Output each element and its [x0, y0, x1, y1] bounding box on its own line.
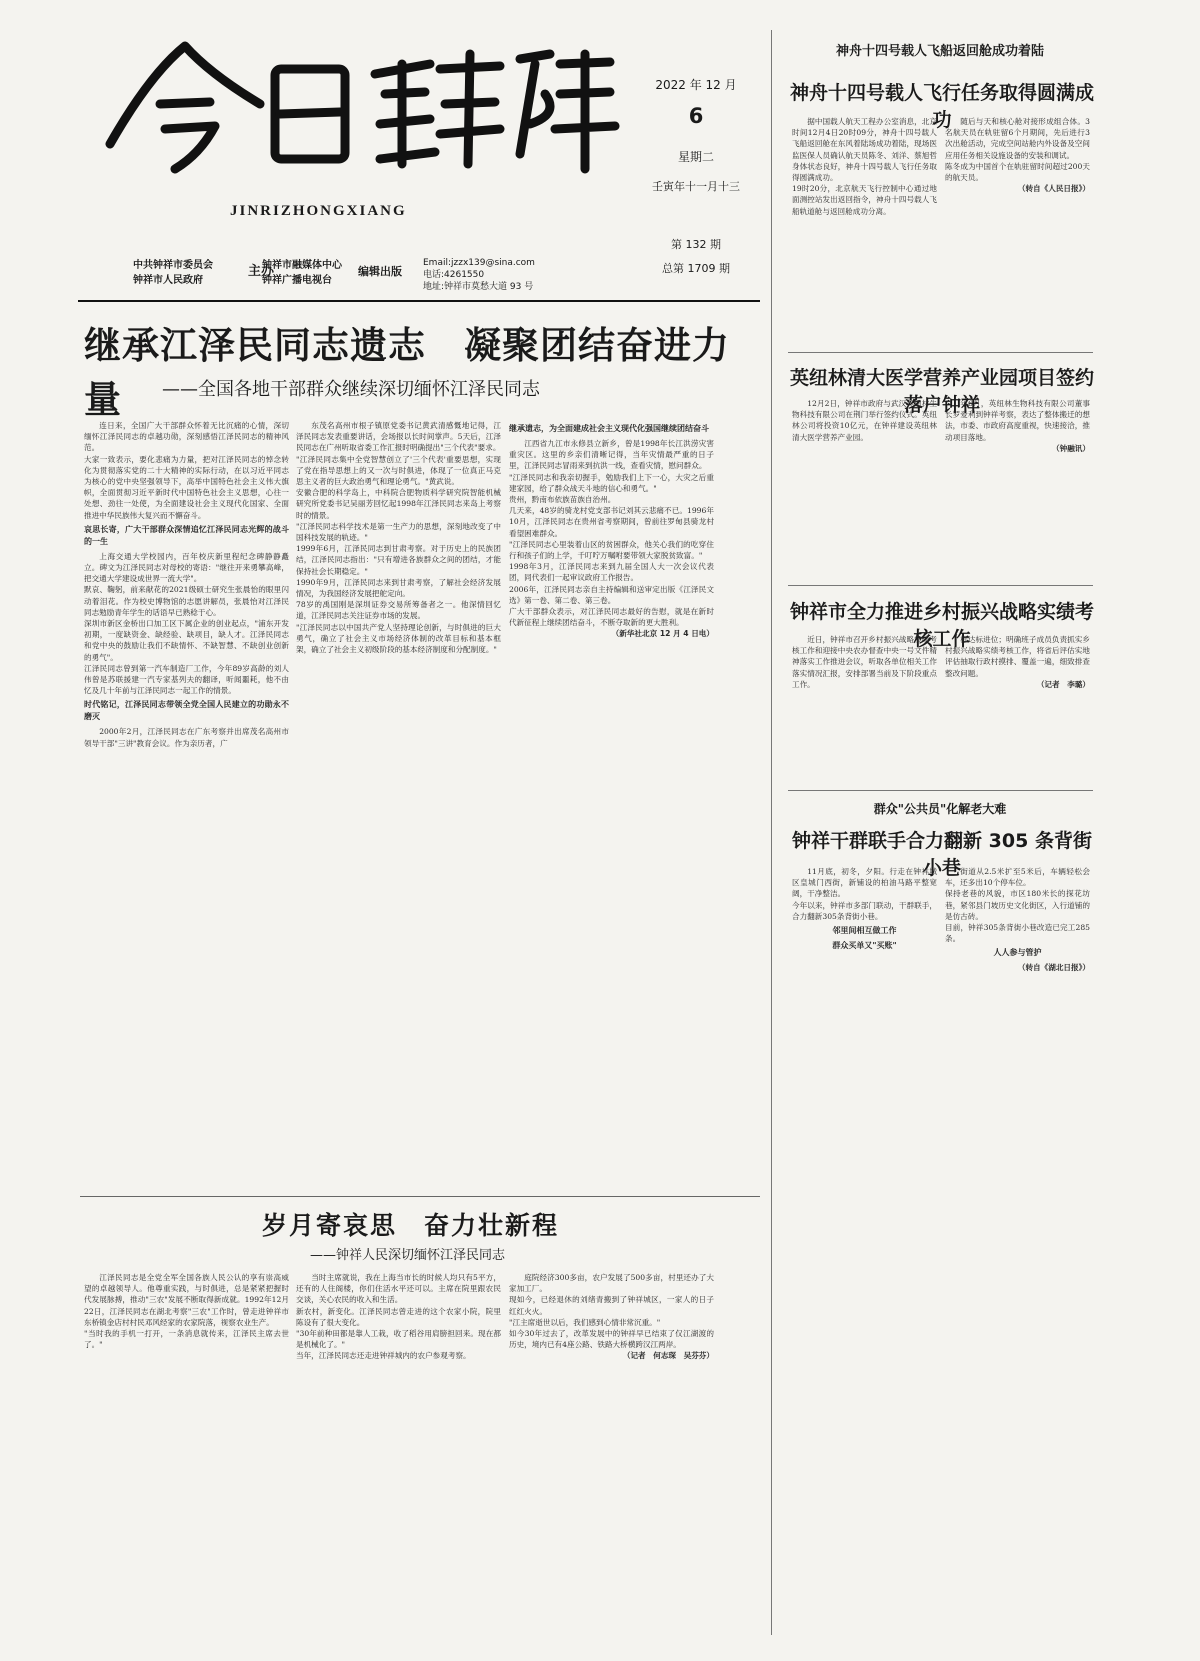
right-story2-col2 [945, 398, 1090, 578]
right-story1-col1 [792, 116, 937, 346]
right-kicker-1: 神舟十四号载人飞船返回舱成功着陆 [835, 44, 1044, 59]
contact-info: Email:jzzx139@sina.com 电话:4261550 地址:钟祥市莫愁大道 93 号 [423, 258, 535, 292]
right-body1: 据中国载人航天工程办公室消息，北京时间12月4日20时09分，神舟十四号载人飞船返回舱在东风着陆场成功着陆，现场医监医保人员确认航天员陈冬、刘洋、蔡旭哲身体状态良好，神舟十四号载人飞行任务取得圆满成功。 19时20分，北京航天飞行控制中心通过地面测控站发出返回指令，神舟十四号载人飞船轨道舱与返回舱成功分离。 [792, 117, 937, 216]
right-credit-4: （转自《湖北日报》） [1017, 963, 1090, 973]
issue-number: 第 132 期 [671, 238, 721, 251]
second-column-2 [296, 1272, 501, 1627]
right-body2: 12月2日，钟祥市政府与武汉英纽林生物科技有限公司在荆门举行签约仪式。英纽林公司将投资10亿元，在钟祥建设英纽林清大医学营养产业园。 [792, 399, 937, 442]
right-body2b: 年6月，英纽林生物科技有限公司董事长罗爱利到钟祥考察，表达了整体搬迁的想法，市委、市政府高度重视，快速接洽，推动项目落地。 [945, 399, 1090, 442]
right-story3-col2 [945, 634, 1090, 784]
second-column-3 [509, 1272, 714, 1627]
right-story1-col2 [945, 116, 1090, 346]
sponsor-a: 中共钟祥市委员会 钟祥市人民政府 [133, 260, 213, 286]
lead-column-2 [296, 420, 501, 1200]
sponsor-b: 钟祥市融媒体中心 钟祥广播电视台 [262, 260, 342, 286]
date-day: 6 [688, 104, 704, 128]
date-year-month: 2022 年 12 月 [655, 78, 737, 92]
second-column-1 [84, 1272, 289, 1627]
column-divider [771, 30, 772, 1635]
date-weekday: 星期二 [677, 150, 714, 164]
second-credit: （记者 何志琛 吴芬芬） [622, 1351, 714, 1361]
second-col1-text: 江泽民同志是全党全军全国各族人民公认的享有崇高威望的卓越领导人。他尊重实践，与时俱进，总是紧紧把握时代发展脉搏，推动"三农"发展不断取得新成就。1992年12月22日，江泽民同志在湖北考察"三农"工作时，曾走进钟祥市东桥镇金店村村民邓风经家的农家院落，视察农业生产。 "当时我的手机一打开，一条消息就传来，江泽民主席去世了。" [84, 1273, 289, 1350]
right-section-4c: 人人参与管护 [993, 948, 1042, 958]
lead-credit: （新华社北京 12 月 4 日电） [611, 629, 714, 639]
masthead-calligraphy-logo [90, 34, 620, 174]
right-body1b: 随后与天和核心舱对接形成组合体。3名航天员在轨驻留6个月期间，先后进行3次出舱活动，完成空间站舱内外设备及空间应用任务相关设施设备的安装和调试。 陈冬成为中国首个在轨驻留时间超过200天的航天员。 [945, 117, 1090, 183]
sponsor-a-role: 主办 [248, 264, 275, 279]
masthead-roman: JINRIZHONGXIANG [230, 203, 407, 219]
lead-col1b-text: 上海交通大学校园内，百年校庆新里程纪念碑静静矗立。碑文为江泽民同志对母校的寄语："继往开来勇攀高峰，把交通大学建设成世界一流大学"。 默哀、鞠躬，前来献花的2021级硕士研究生张晨怡的眼里闪动着泪花。作为校史博物馆的志愿讲解员，张晨怡对江泽民同志勉励青年学生的话语早已熟稔于心。 深圳市新区金桥出口加工区下属企业的创业起点，"浦东开发初期，一度缺资金、缺经验、缺项目，缺人才。江泽民同志和党中央的鼓励让我们不缺情怀、不缺智慧、不缺创业创新的勇气"。 江泽民同志曾到第一汽车制造厂工作，今年89岁高龄的刘人伟曾是苏联援建一汽专家基列夫的翻译，听闻噩耗，他不由忆及几十年前与江泽民同志一起工作的情景。 [84, 551, 289, 696]
right-body3: 近日，钟祥市召开乡村振兴战略实绩考核工作和迎接中央农办督查中央一号文件精神落实工作推进会议，听取各单位相关工作落实情况汇报，安排部署当前及下阶段重点工作。 [792, 635, 937, 689]
right-section-4b: 群众买单又"买账" [832, 941, 897, 951]
right-rule-3 [788, 790, 1093, 791]
lead-col1c-text: 2000年2月，江泽民同志在广东考察并出席茂名高州市领导干部"三讲"教育会议。作为亲历者，广 [84, 727, 289, 748]
right-headline-1: 神舟十四号载人飞行任务取得圆满成功 [789, 82, 1094, 131]
second-col2-text: 当时主席就说，我在上海当市长的时候人均只有5平方，还有的人住阁楼，你们住活水平还可以。主席在院里跟农民交谈，关心农民的收入和生活。 新农村，新变化。江泽民同志曾走进的这个农家小院，院里陈设有了很大变化。 "30年前种田都是靠人工栽，收了稻谷用肩膀担回来。现在都是机械化了。" 当年，江泽民同志还走进钟祥城内的农户参观考察。 [296, 1273, 501, 1361]
right-headline-3: 钟祥市全力推进乡村振兴战略实绩考核工作 [789, 601, 1094, 650]
second-headline: 岁月寄哀思 奋力壮新程 [262, 1211, 560, 1240]
lead-subhead: ——全国各地干部群众继续深切缅怀江泽民同志 [162, 379, 540, 400]
right-story2-col1 [792, 398, 937, 578]
right-rule-2 [788, 585, 1093, 586]
right-section-4a: 邻里间相互做工作 [832, 926, 897, 936]
right-story4-col1 [792, 866, 937, 1636]
right-body4: 11月底，初冬，夕阳。行走在钟祥城区皇城门西街，新铺设的柏油马路平整宽阔，干净整洁。 今年以来，钟祥市多部门联动，干群联手，合力翻新305条背街小巷。 [792, 867, 937, 921]
right-rule-1 [788, 352, 1093, 353]
lead-column-1 [84, 420, 289, 1200]
right-story4-col2 [945, 866, 1090, 1636]
lead-col3-text: 江西省九江市永修县立新乡，曾是1998年长江洪涝灾害重灾区。这里的乡亲们清晰记得，当年灾情最严重的日子里，江泽民同志冒雨来到抗洪一线，查看灾情，慰问群众。 "江泽民同志和我亲切握手，勉励我们上下一心，大灾之后重建家园，给了群众战天斗地的信心和勇气。" 贵州，黔南布依族苗族自治州。 几天来，48岁的骑龙村党支部书记刘其云悲痛不已。1996年10月，江泽民同志在贵州省考察期间，曾前往罗甸县骑龙村看望困难群众。 "江泽民同志心里装着山区的贫困群众，他关心我们的吃穿住行和孩子们的上学，千叮咛万嘱咐要带领大家脱贫致富。" 1998年3月，江泽民同志来到九届全国人大一次会议代表团，同代表们一起审议政府工作报告。 2006年，江泽民同志亲自主持编辑和送审定出版《江泽民文选》第一卷、第二卷、第三卷。 广大干部群众表示，对江泽民同志最好的告慰，就是在新时代新征程上继续团结奋斗，不断夺取新的更大胜利。 [509, 439, 714, 628]
lead-section-2: 时代铭记，江泽民同志带领全党全国人民建立的功勋永不磨灭 [84, 700, 289, 722]
total-issue-number: 总第 1709 期 [662, 262, 730, 275]
masthead-rule [78, 300, 760, 302]
date-lunar: 壬寅年十一月十三 [652, 180, 740, 193]
right-headline-4: 钟祥干群联手合力翻新 305 条背街小巷 [792, 830, 1092, 879]
lead-col1-text: 连日来，全国广大干部群众怀着无比沉痛的心情，深切缅怀江泽民同志的卓越功勋，深刻感悟江泽民同志的精神风范。 大家一致表示，要化悲痛为力量，把对江泽民同志的悼念转化为贯彻落实党的二十大精神的实际行动，在以习近平同志为核心的党中央坚强领导下，高举中国特色社会主义伟大旗帜，全面贯彻习近平新时代中国特色社会主义思想，心往一处想、劲往一处使，为全面建设社会主义现代化国家、全面推进中华民族伟大复兴而不懈奋斗。 [84, 421, 289, 520]
right-body3b: 标达标进位；明确班子成员负责抓实乡村振兴战略实绩考核工作，将省后评估实地评估抽取行政村摸排、覆盖一遍，细致排查整改问题。 [945, 635, 1090, 678]
right-kicker-4: 群众"公共员"化解老大难 [873, 802, 1007, 816]
section-rule [80, 1196, 760, 1197]
second-subhead: ——钟祥人民深切缅怀江泽民同志 [310, 1248, 506, 1263]
right-headline-2: 英纽林清大医学营养产业园项目签约落户钟祥 [789, 367, 1094, 416]
lead-col2-text: 东茂名高州市根子镇原党委书记黄武清感慨地记得，江泽民同志发表重要讲话，会场报以长时间掌声。5天后，江泽民同志在广州听取省委工作汇报时明确提出"三个代表"要求。 "江泽民同志集中全党智慧创立了'三个代表'重要思想，实现了党在指导思想上的又一次与时俱进，体现了一位真正马克思主义者的巨大政治勇气和理论勇气。"黄武说。 安徽合肥的科学岛上，中科院合肥物质科学研究院智能机械研究所党委书记吴丽芳回忆起1998年江泽民同志来岛上考察时的情景。 "江泽民同志科学技术是第一生产力的思想，深刻地改变了中国科技发展的轨迹。" 1999年6月，江泽民同志到甘肃考察。对于历史上的民族团结，江泽民同志指出："只有增进各族群众之间的团结，才能保持社会长期稳定。" 1990年9月，江泽民同志来到甘肃考察，了解社会经济发展情况，为我国经济发展把舵定向。 78岁的禹国刚是深圳证券交易所筹备者之一。他深情回忆道，江泽民同志关注证券市场的发展。 "江泽民同志以中国共产党人坚持理论创新，与时俱进的巨大勇气，确立了社会主义市场经济体制的改革目标和基本框架，确立了社会主义初级阶段的基本经济制度和分配制度。" [296, 421, 501, 655]
lead-section-1: 哀思长寄，广大干部群众深情追忆江泽民同志光辉的战斗的一生 [84, 524, 289, 546]
right-body4b: 街道从2.5米扩至5米后，车辆轻松会车，还多出10个停车位。 保持老巷的风貌，市区180米长的探花坊巷，紧邻县门坡历史文化街区，入行道铺的是仿古砖。 目前，钟祥305条背街小巷改造已完工285条。 [945, 867, 1090, 944]
right-credit-3: （记者 李璐） [1036, 679, 1090, 689]
lead-column-3 [509, 420, 714, 1200]
lead-headline: 继承江泽民同志遗志 凝聚团结奋进力量 [84, 324, 730, 421]
date-box [617, 28, 775, 303]
right-credit-1: （转自《人民日报》） [1017, 184, 1090, 194]
right-credit-2: （钟融讯） [1052, 443, 1090, 453]
right-story3-col1 [792, 634, 937, 784]
sponsor-b-role: 编辑出版 [358, 265, 402, 278]
second-col3-text: 庭院经济300多亩，农户发展了500多亩，村里还办了大家加工厂。 现如今，已经退休的刘绪青搬到了钟祥城区，一家人的日子红红火火。 "江主席逝世以后，我们感到心情非常沉重。" 如今30年过去了，改革发展中的钟祥早已结束了仅江湖渡的历史，境内已有4座公路、铁路大桥横跨汉江两岸。 [509, 1273, 714, 1350]
lead-section-3: 继承遗志，为全面建成社会主义现代化强国继续团结奋斗 [509, 424, 709, 433]
